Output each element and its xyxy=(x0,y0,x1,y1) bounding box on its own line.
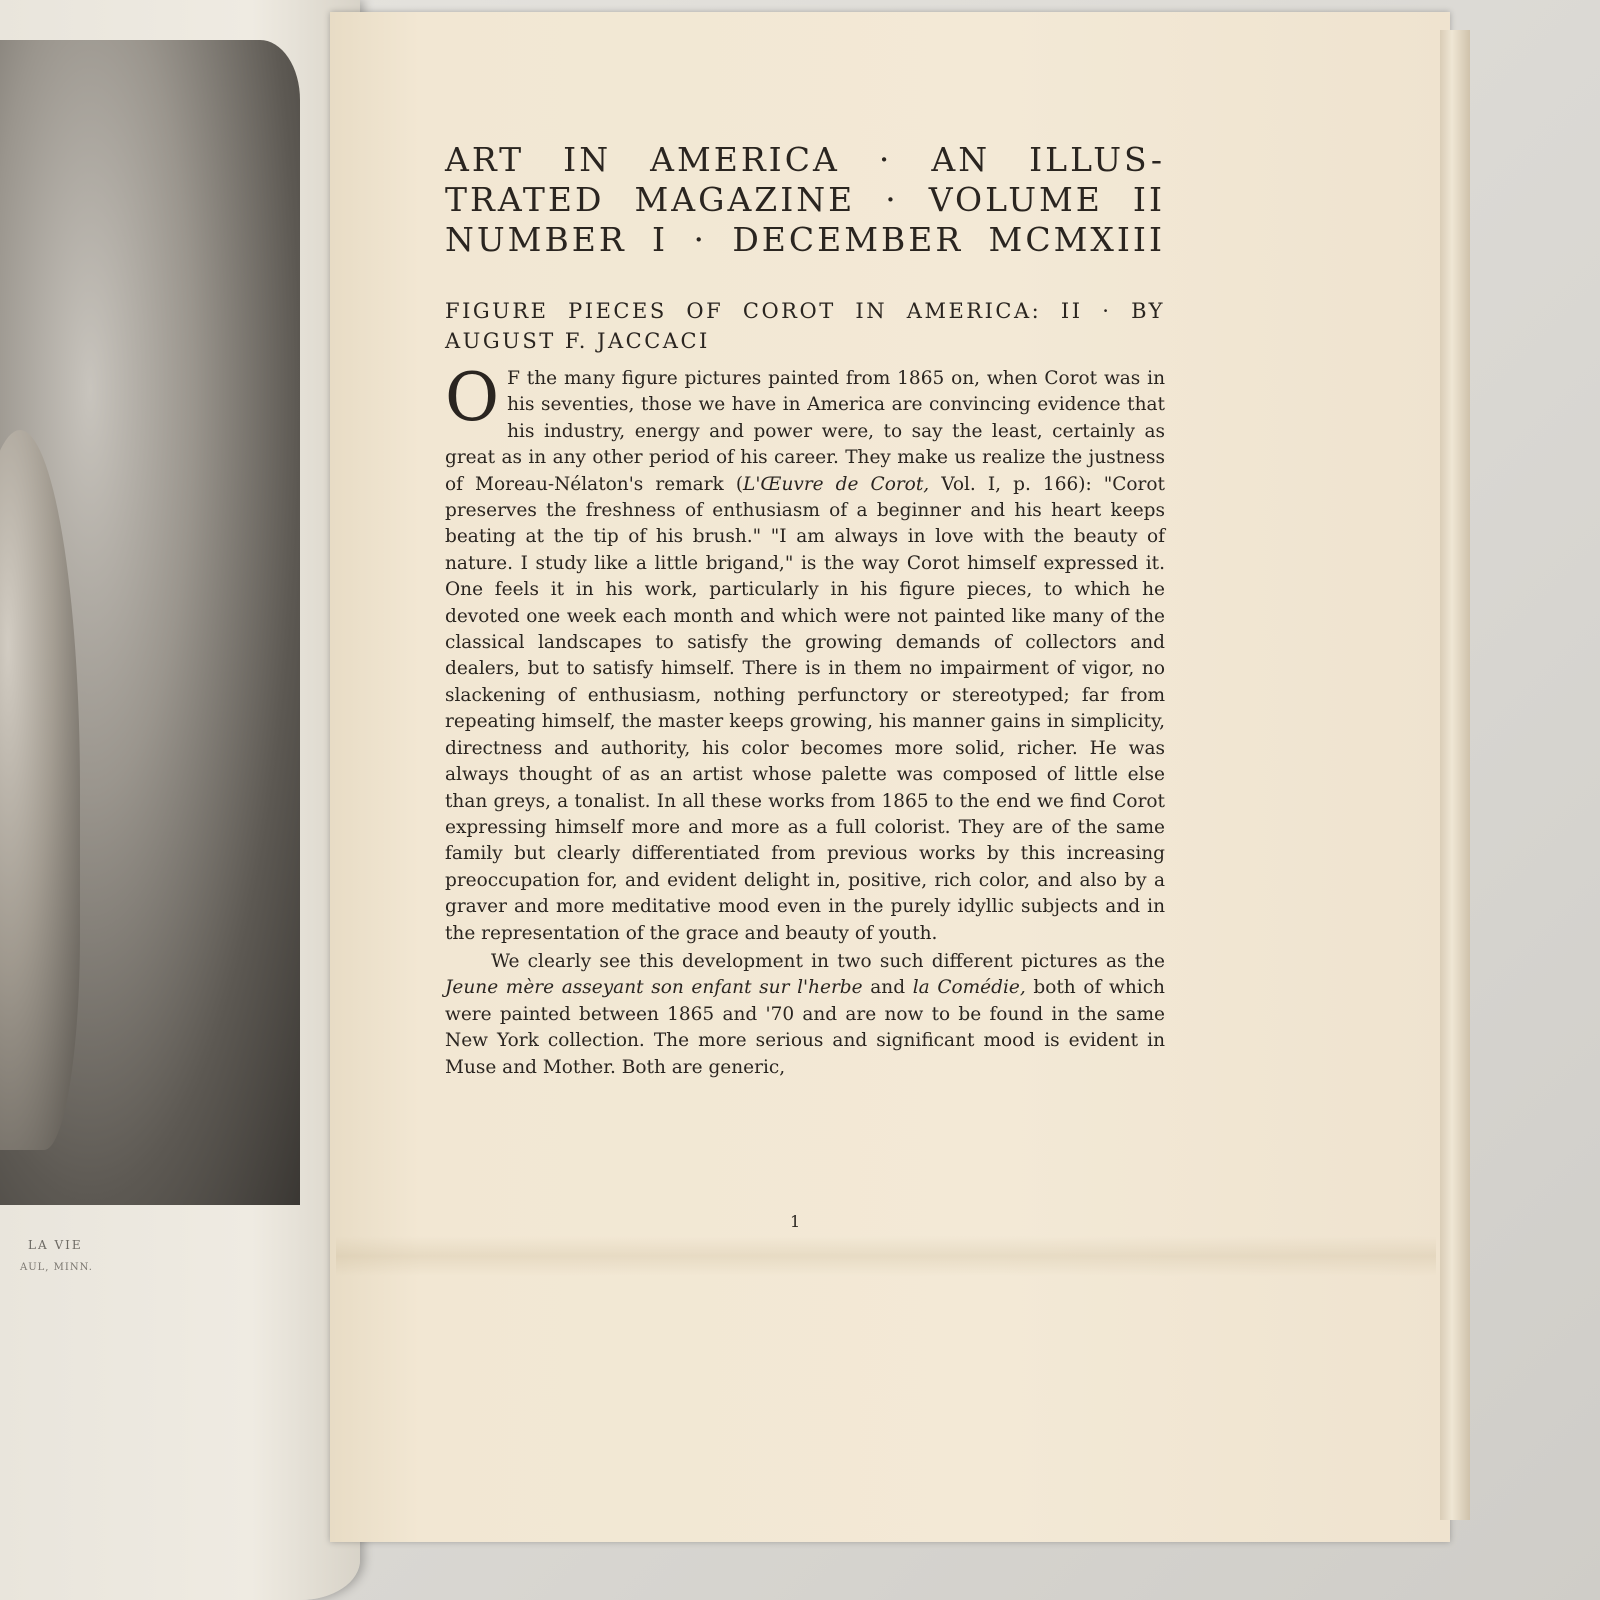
masthead-line-2: TRATED MAGAZINE · VOLUME II xyxy=(445,180,1165,219)
paragraph-1-text-b: Vol. I, p. 166): "Corot preserves the freshness of enthusiasm of a beginner and his heart keeps beating at the tip of his brush." "I am always in love with the beauty of nature. I study like a little brigand," is the way Corot himself expressed it. One feels it in his work, particularly in his figure pieces, to which he devoted one week each month and which were not painted like many of the classical landscapes to satisfy the growing demands of collectors and dealers, but to satisfy himself. There is in them no impairment of vigor, no slackening of enthusiasm, nothing perfunctory or stereotyped; far from repeating himself, the master keeps growing, his manner gains in simplicity, directness and authority, his color becomes more solid, richer. He was always thought of as an artist whose palette was composed of little else than greys, a tonalist. In all these works from 1865 to the end we find Corot expressing himself more and more as a full colorist. They are of the same family but clearly differentiated from previous works by this increasing preoccupation for, and evident delight in, positive, rich color, and also by a graver and more meditative mood even in the purely idyllic subjects and in the representation of the grace and beauty of youth. xyxy=(445,473,1165,944)
left-page xyxy=(0,0,360,1600)
paragraph-2-text-b: and xyxy=(862,977,913,999)
page-edge xyxy=(1440,30,1470,1520)
paragraph-1-text-a: F the many figure pictures painted from 1865 on, when Corot was in his seventies, those we have in America are convincing evidence that his industry, energy and power were, to say the least, certainly as great as in any other period of his career. They make us realize the justness of Moreau-Nélaton's remark ( xyxy=(445,368,1165,495)
masthead-line-1: ART IN AMERICA · AN ILLUS- xyxy=(445,140,1165,179)
paragraph-2-text-c: both of which were painted between 1865 and '70 and are now to be found in the same New York collection. The more serious and significant mood is evident in Muse and Mother. Both are generic, xyxy=(445,977,1165,1078)
plate-caption-line-2: AUL, MINN. xyxy=(20,1262,93,1273)
plate-caption-line-1: LA VIE xyxy=(28,1238,83,1252)
paragraph-2 xyxy=(445,949,1165,1081)
paragraph-1-italic: L'Œuvre de Corot, xyxy=(743,473,930,495)
paragraph-2-italic-1: Jeune mère asseyant son enfant sur l'herbe xyxy=(445,977,863,999)
paragraph-1 xyxy=(445,359,1165,947)
page-content xyxy=(445,140,1165,1081)
article-title xyxy=(445,296,1165,356)
page-number: 1 xyxy=(790,1212,801,1231)
drop-cap: O xyxy=(445,359,500,436)
plate-illustration xyxy=(0,40,300,1205)
article-title-line-2: AUGUST F. JACCACI xyxy=(445,329,710,353)
masthead-line-3: NUMBER I · DECEMBER MCMXIII xyxy=(445,220,1165,259)
paragraph-2-italic-2: la Comédie, xyxy=(912,977,1026,999)
paragraph-2-text-a: We clearly see this development in two such different pictures as the xyxy=(491,950,1165,972)
article-body xyxy=(445,359,1165,1081)
article-title-line-1: FIGURE PIECES OF COROT IN AMERICA: II · BY xyxy=(445,299,1165,323)
water-stain xyxy=(336,1236,1436,1276)
plate-figure xyxy=(0,430,80,1150)
